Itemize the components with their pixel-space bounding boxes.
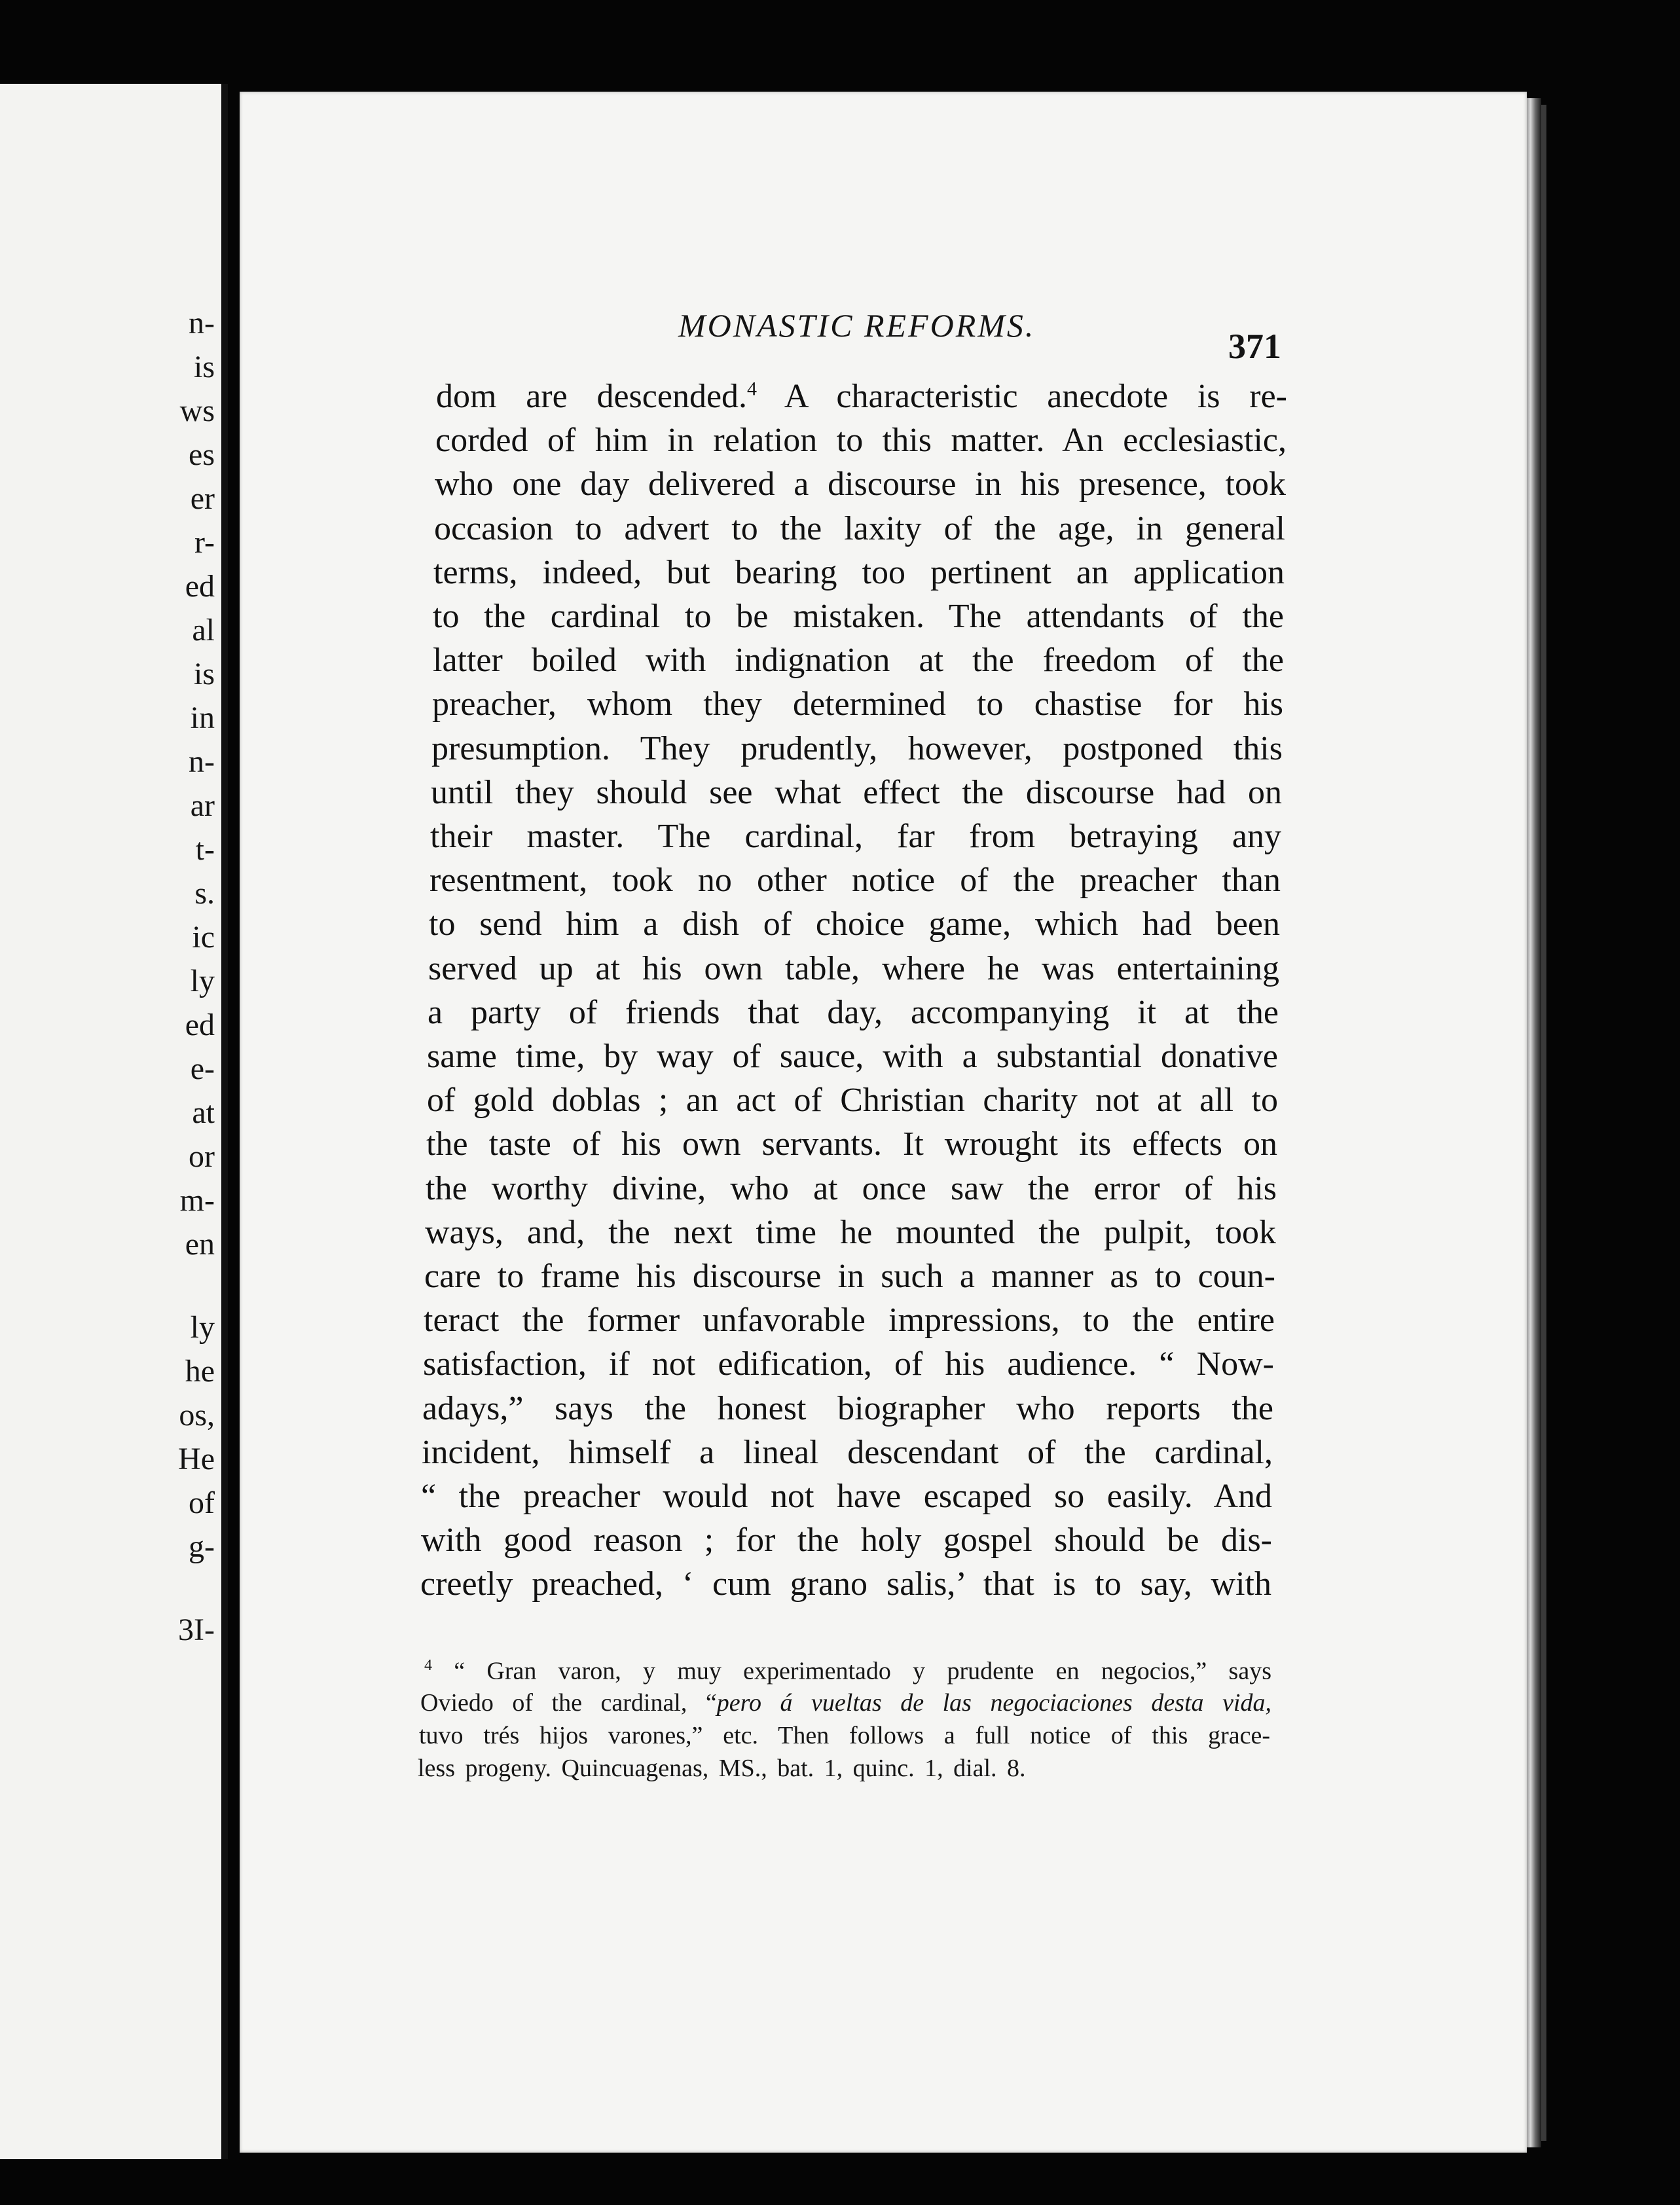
left-page-line-fragment: ly	[190, 1310, 215, 1345]
footnote-line	[420, 1690, 1271, 1715]
left-page-line-fragment: n-	[189, 306, 215, 340]
footnote-text: Oviedo of the cardinal, “	[420, 1689, 717, 1717]
body-line: to the cardinal to be mistaken. The attendants of the	[433, 598, 1284, 635]
left-page-line-fragment: ly	[190, 964, 215, 998]
left-page-line-fragment: ed	[185, 1008, 215, 1042]
footnote-line: less progeny. Quincuagenas, MS., bat. 1, quinc. 1, dial. 8.	[418, 1755, 1026, 1782]
left-page-line-fragment: He	[178, 1442, 215, 1476]
body-line: of gold doblas ; an act of Christian charity not at all to	[427, 1082, 1278, 1120]
body-line: resentment, took no other notice of the preacher than	[429, 862, 1281, 900]
body-line: the taste of his own servants. It wrought its effects on	[426, 1125, 1277, 1163]
footnote-reference: 4	[747, 378, 758, 400]
footnote-text: “ Gran varon, y muy experimentado y prudente en negocios,” says	[432, 1657, 1271, 1685]
left-page-line-fragment: r-	[194, 525, 215, 560]
footnote-line: tuvo trés hijos varones,” etc. Then follows a full notice of this grace-	[419, 1722, 1270, 1749]
body-line: a party of friends that day, accompanying it at the	[428, 993, 1279, 1031]
body-line: their master. The cardinal, far from betraying any	[430, 818, 1281, 855]
left-page-line-fragment: ar	[190, 788, 215, 823]
body-line: latter boiled with indignation at the freedom of the	[433, 642, 1284, 680]
body-line: served up at his own table, where he was entertaining	[428, 949, 1279, 987]
body-line-text: A characteristic anecdote is re-	[757, 378, 1287, 415]
left-page-line-fragment: of	[189, 1485, 215, 1520]
body-line: terms, indeed, but bearing too pertinent an application	[433, 553, 1285, 591]
left-page-line-fragment: is	[193, 657, 215, 691]
left-page-line-fragment: n-	[189, 744, 215, 779]
left-page-line-fragment: ic	[192, 920, 215, 955]
body-line: creetly preached, ‘ cum grano salis,’ that is to say, with	[420, 1565, 1271, 1603]
body-line: care to frame his discourse in such a manner as to coun-	[424, 1258, 1275, 1295]
body-line	[436, 380, 1287, 414]
body-line: occasion to advert to the laxity of the age, in general	[434, 509, 1285, 547]
page	[240, 92, 1527, 2153]
page-number: 371	[1228, 327, 1281, 366]
body-line: ways, and, the next time he mounted the pulpit, took	[425, 1213, 1276, 1251]
body-line: adays,” says the honest biographer who reports the	[422, 1389, 1273, 1427]
body-line: who one day delivered a discourse in his presence, took	[435, 465, 1286, 503]
body-line: to send him a dish of choice game, which had been	[429, 905, 1280, 943]
left-page-line-fragment: al	[192, 613, 215, 647]
running-head: MONASTIC REFORMS.	[678, 307, 1036, 344]
left-page-line-fragment: t-	[195, 832, 215, 867]
left-page-line-fragment: in	[190, 701, 215, 735]
left-page-line-fragment: 3I-	[178, 1613, 215, 1647]
left-page-line-fragment: is	[193, 350, 215, 384]
body-line: with good reason ; for the holy gospel should be dis-	[421, 1522, 1272, 1559]
left-page-line-fragment: os,	[179, 1398, 215, 1432]
page-edge-shadow	[1541, 105, 1546, 2141]
left-page-line-fragment: e-	[190, 1051, 215, 1086]
body-line: until they should see what effect the discourse had on	[431, 773, 1282, 811]
footnote-line	[424, 1658, 1271, 1684]
left-page-line-fragment: er	[190, 481, 215, 516]
left-page-line-fragment: g-	[189, 1529, 215, 1564]
left-page-line-fragment: s.	[194, 876, 215, 911]
left-page-line-fragment: or	[189, 1139, 215, 1174]
body-line: same time, by way of sauce, with a substantial donative	[427, 1038, 1278, 1075]
footnote-quotation: pero á vueltas de las negociaciones desta vida,	[716, 1689, 1271, 1717]
left-page-line-fragment: m-	[179, 1183, 215, 1218]
body-line: incident, himself a lineal descendant of the cardinal,	[422, 1433, 1273, 1471]
body-line: teract the former unfavorable impressions, to the entire	[424, 1302, 1275, 1339]
body-line: corded of him in relation to this matter. An ecclesiastic,	[435, 422, 1287, 460]
page-edge	[1527, 98, 1541, 2147]
body-line: preacher, whom they determined to chastise for his	[432, 685, 1283, 723]
body-line: the worthy divine, who at once saw the error of his	[426, 1169, 1277, 1207]
left-page-line-fragment: at	[192, 1095, 215, 1130]
left-page-line-fragment: en	[185, 1227, 215, 1262]
footnote-marker: 4	[424, 1657, 432, 1674]
left-page-line-fragment: ws	[179, 393, 215, 428]
left-page-line-fragment: he	[185, 1354, 215, 1389]
left-page-line-fragment: ed	[185, 569, 215, 604]
body-line-text: dom are descended.	[436, 378, 748, 415]
previous-page-fragment	[0, 84, 228, 2159]
body-line: presumption. They prudently, however, postponed this	[431, 729, 1283, 767]
left-page-line-fragment: es	[189, 437, 215, 472]
body-line: “ the preacher would not have escaped so easily. And	[421, 1478, 1272, 1515]
body-line: satisfaction, if not edification, of his audience. “ Now-	[423, 1345, 1274, 1383]
